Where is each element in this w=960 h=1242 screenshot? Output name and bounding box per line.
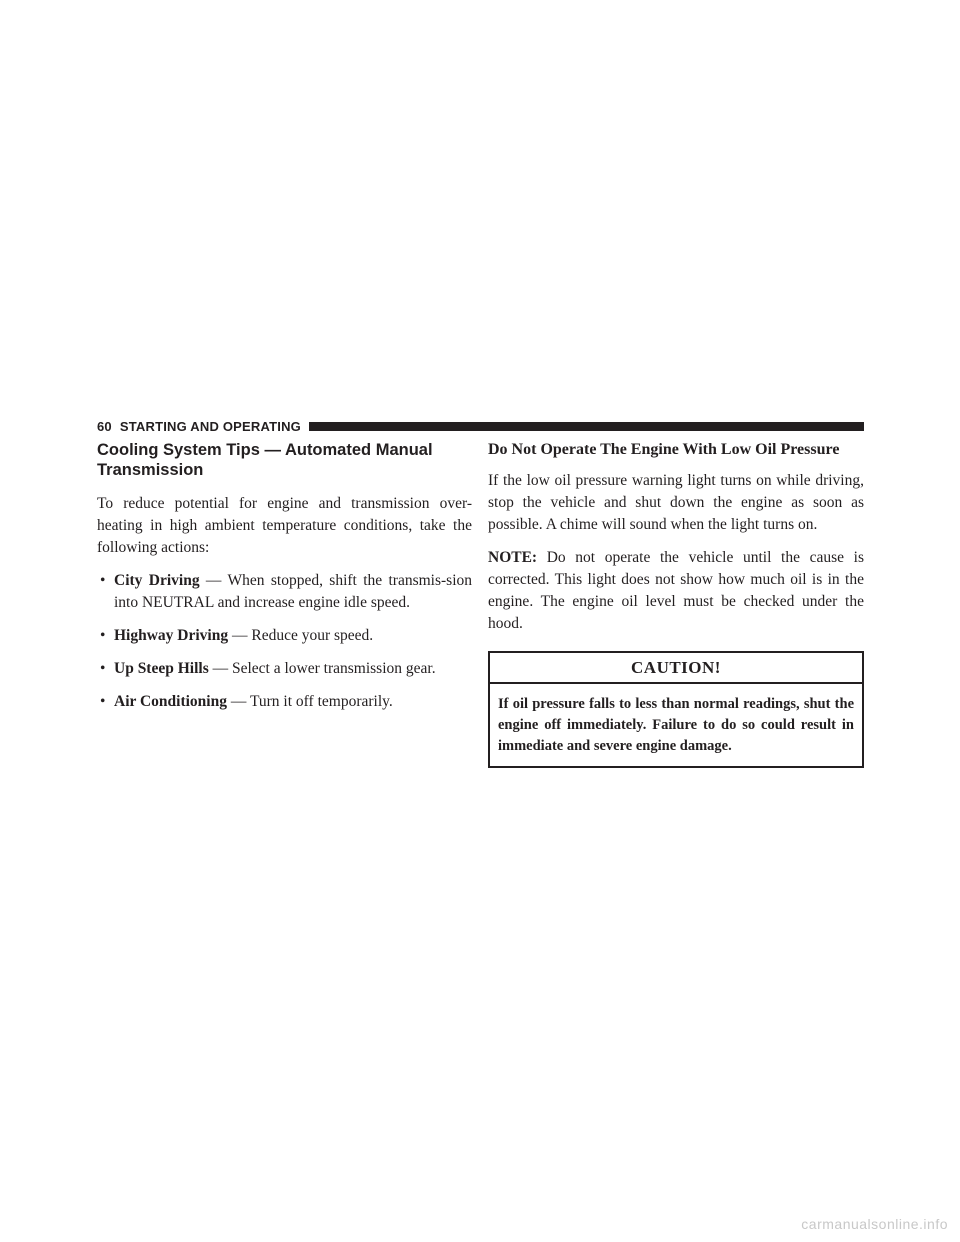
list-item-text: — Turn it off temporarily.	[226, 693, 393, 710]
list-item-term: Highway Driving	[114, 627, 229, 644]
list-item-text: — Reduce your speed.	[228, 627, 374, 644]
page-number: 60	[97, 418, 112, 434]
list-item-term: City Driving	[114, 572, 200, 589]
bullet-icon: •	[100, 572, 106, 589]
caution-box	[488, 651, 864, 768]
list-item-term: Air Conditioning	[114, 693, 227, 710]
header-rule	[309, 422, 864, 431]
list-item-text: — When stopped, shift the transmis-sion into NEUTRAL and increase engine idle speed.	[114, 572, 473, 611]
note-text: Do not operate the vehicle until the cause is corrected. This light does not show how much oil is in the engine. The engine oil level must be checked under the hood.	[488, 549, 864, 632]
caution-text: If oil pressure falls to less than normal readings, shut the engine off immediately. Failure to do so could result in immediate and severe engine damage.	[498, 696, 854, 754]
note-label: NOTE:	[488, 549, 538, 566]
cooling-tips-intro: To reduce potential for engine and transmission over-heating in high ambient temperature conditions, take the following actions:	[97, 495, 472, 556]
cooling-tips-list	[97, 570, 472, 713]
bullet-icon: •	[100, 660, 106, 677]
list-item	[97, 691, 472, 713]
list-item	[97, 658, 472, 680]
note-paragraph	[488, 547, 864, 635]
list-item	[97, 570, 472, 614]
right-column	[488, 440, 864, 768]
list-item-text: — Select a lower transmission gear.	[208, 660, 436, 677]
cooling-tips-heading: Cooling System Tips — Automated Manual Transmission	[97, 441, 433, 479]
list-item	[97, 625, 472, 647]
low-oil-heading: Do Not Operate The Engine With Low Oil Pressure	[488, 441, 840, 458]
left-column	[97, 440, 472, 724]
list-item-term: Up Steep Hills	[114, 660, 209, 677]
bullet-icon: •	[100, 693, 106, 710]
section-title: STARTING AND OPERATING	[119, 418, 301, 434]
watermark: carmanualsonline.info	[801, 1216, 948, 1232]
page-header	[97, 419, 864, 433]
bullet-icon: •	[100, 627, 106, 644]
caution-title: CAUTION!	[490, 653, 862, 684]
low-oil-paragraph: If the low oil pressure warning light turns on while driving, stop the vehicle and shut down the engine as soon as possible. A chime will sound when the light turns on.	[488, 472, 864, 533]
